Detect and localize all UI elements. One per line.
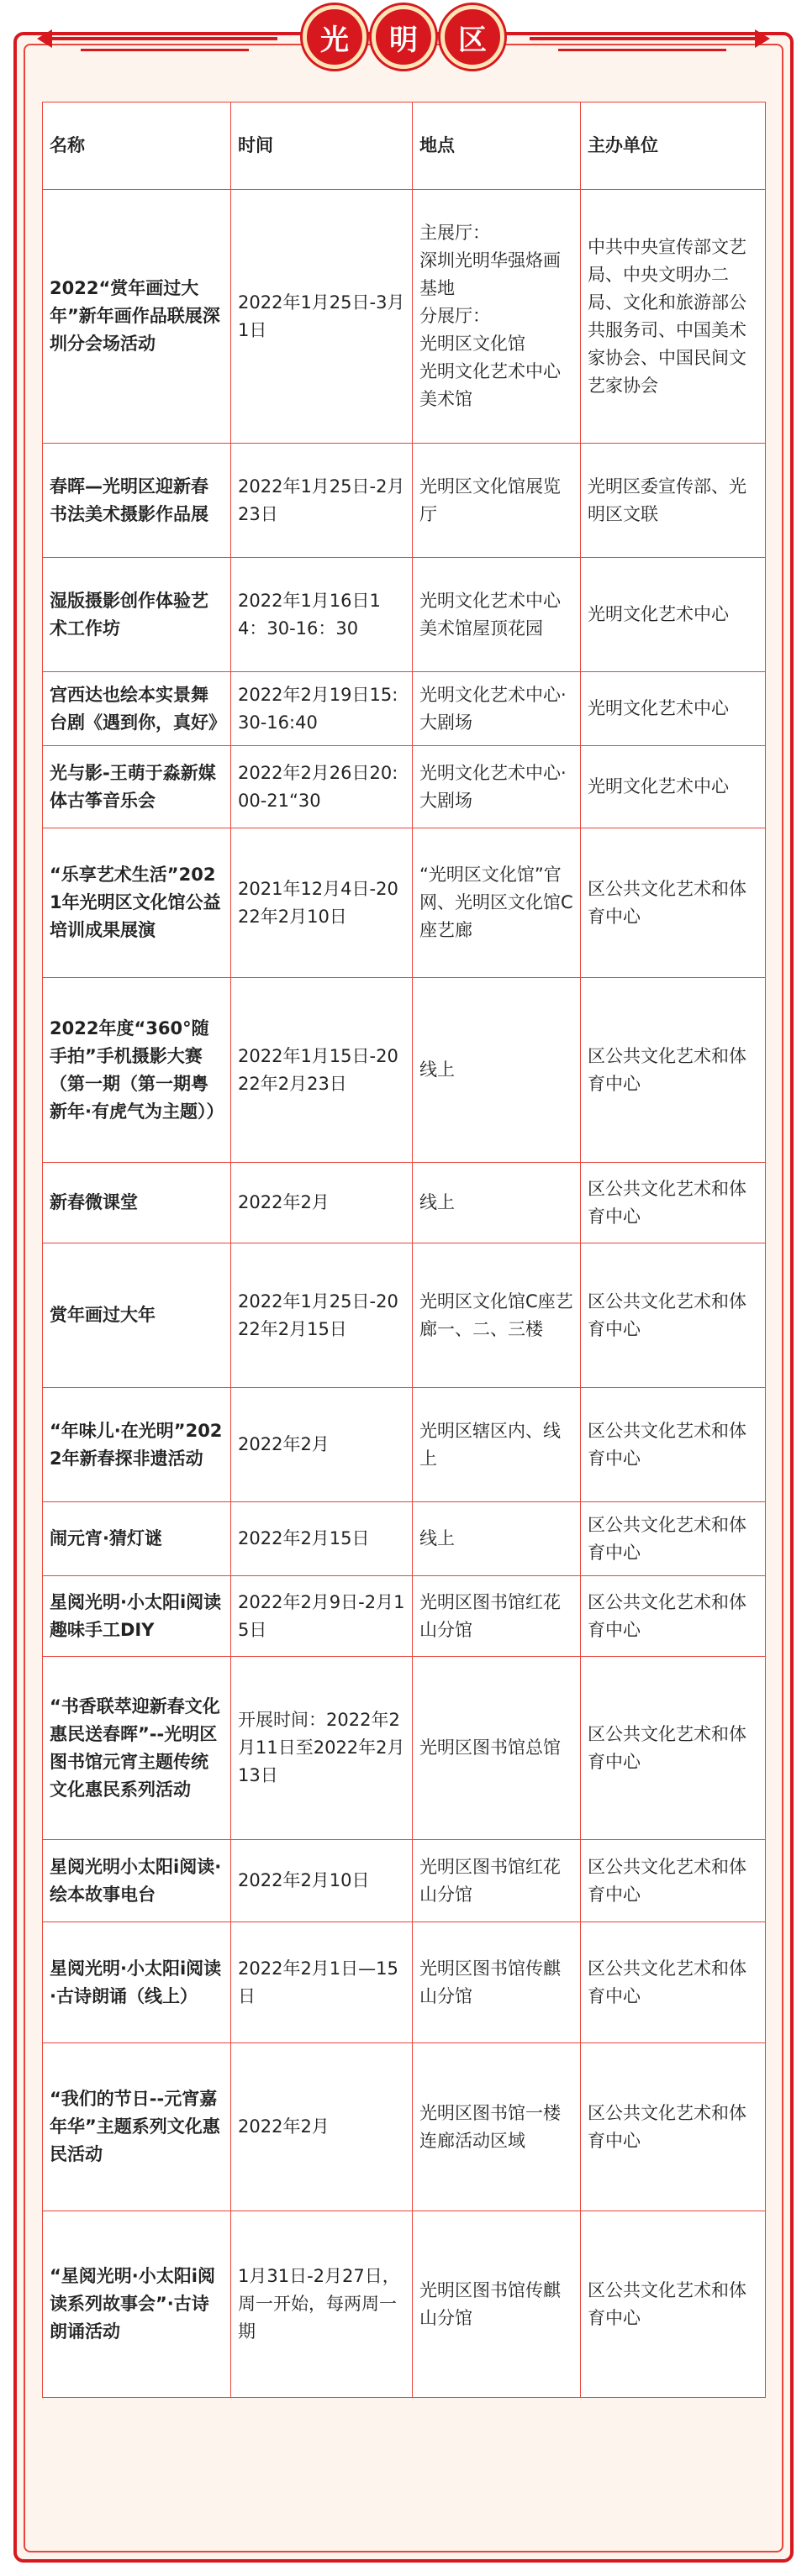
cell-place: “光明区文化馆”官网、光明区文化馆C座艺廊 bbox=[413, 828, 581, 978]
cell-place: 光明区图书馆一楼连廊活动区域 bbox=[413, 2043, 581, 2211]
cell-name: 星阅光明小太阳i阅读·绘本故事电台 bbox=[43, 1840, 231, 1922]
cell-name: “年味儿·在光明”2022年新春探非遗活动 bbox=[43, 1388, 231, 1502]
title-badges bbox=[0, 2, 807, 69]
cell-host: 中共中央宣传部文艺局、中央文明办二局、文化和旅游部公共服务司、中国美术家协会、中国民间文艺家协会 bbox=[581, 190, 766, 444]
table-row bbox=[43, 1388, 766, 1502]
cell-host: 光明区委宣传部、光明区文联 bbox=[581, 444, 766, 558]
events-table bbox=[42, 102, 766, 2398]
cell-host: 区公共文化艺术和体育中心 bbox=[581, 1163, 766, 1243]
cell-time: 2022年2月1日—15日 bbox=[231, 1922, 413, 2043]
cell-host: 光明文化艺术中心 bbox=[581, 558, 766, 672]
title-banner bbox=[0, 0, 807, 76]
table-row bbox=[43, 1163, 766, 1243]
cell-place: 光明文化艺术中心·大剧场 bbox=[413, 672, 581, 746]
cell-host: 区公共文化艺术和体育中心 bbox=[581, 2043, 766, 2211]
cell-place: 光明区图书馆传麒山分馆 bbox=[413, 1922, 581, 2043]
cell-name: “我们的节日--元宵嘉年华”主题系列文化惠民活动 bbox=[43, 2043, 231, 2211]
title-badge-2: 明 bbox=[372, 5, 435, 69]
cell-time: 开展时间：2022年2月11日至2022年2月13日 bbox=[231, 1657, 413, 1840]
cell-name: 新春微课堂 bbox=[43, 1163, 231, 1243]
cell-host: 区公共文化艺术和体育中心 bbox=[581, 1840, 766, 1922]
cell-time: 2022年1月25日-3月1日 bbox=[231, 190, 413, 444]
cell-name: 光与影-王萌于淼新媒体古筝音乐会 bbox=[43, 746, 231, 828]
cell-time: 1月31日-2月27日，周一开始，每两周一期 bbox=[231, 2211, 413, 2398]
cell-host: 区公共文化艺术和体育中心 bbox=[581, 2211, 766, 2398]
header-time: 时间 bbox=[231, 103, 413, 190]
cell-place: 光明区图书馆传麒山分馆 bbox=[413, 2211, 581, 2398]
cell-host: 区公共文化艺术和体育中心 bbox=[581, 978, 766, 1163]
table-row bbox=[43, 2043, 766, 2211]
table-row bbox=[43, 672, 766, 746]
cell-place: 线上 bbox=[413, 978, 581, 1163]
cell-place: 光明区图书馆红花山分馆 bbox=[413, 1576, 581, 1657]
cell-place: 线上 bbox=[413, 1163, 581, 1243]
header-name: 名称 bbox=[43, 103, 231, 190]
cell-name: 春晖—光明区迎新春书法美术摄影作品展 bbox=[43, 444, 231, 558]
table-row bbox=[43, 1243, 766, 1388]
cell-name: 2022年度“360°随手拍”手机摄影大赛（第一期（第一期粤新年·有虎气为主题）） bbox=[43, 978, 231, 1163]
cell-place: 光明区文化馆展览厅 bbox=[413, 444, 581, 558]
cell-host: 区公共文化艺术和体育中心 bbox=[581, 1657, 766, 1840]
table-row bbox=[43, 1576, 766, 1657]
table-row bbox=[43, 1922, 766, 2043]
table-row bbox=[43, 190, 766, 444]
cell-host: 区公共文化艺术和体育中心 bbox=[581, 1388, 766, 1502]
cell-name: “星阅光明·小太阳i阅读系列故事会”·古诗朗诵活动 bbox=[43, 2211, 231, 2398]
table-row bbox=[43, 746, 766, 828]
cell-place: 线上 bbox=[413, 1502, 581, 1576]
cell-time: 2022年1月16日14：30-16：30 bbox=[231, 558, 413, 672]
table-row bbox=[43, 1502, 766, 1576]
cell-time: 2022年1月15日-2022年2月23日 bbox=[231, 978, 413, 1163]
cell-host: 光明文化艺术中心 bbox=[581, 746, 766, 828]
table-row bbox=[43, 2211, 766, 2398]
cell-time: 2021年12月4日-2022年2月10日 bbox=[231, 828, 413, 978]
cell-time: 2022年2月9日-2月15日 bbox=[231, 1576, 413, 1657]
cell-name: 星阅光明·小太阳i阅读·古诗朗诵（线上） bbox=[43, 1922, 231, 2043]
header-place: 地点 bbox=[413, 103, 581, 190]
cell-name: 2022“赏年画过大年”新年画作品联展深圳分会场活动 bbox=[43, 190, 231, 444]
cell-name: 星阅光明·小太阳i阅读趣味手工DIY bbox=[43, 1576, 231, 1657]
cell-host: 光明文化艺术中心 bbox=[581, 672, 766, 746]
cell-time: 2022年1月25日-2月23日 bbox=[231, 444, 413, 558]
cell-time: 2022年2月15日 bbox=[231, 1502, 413, 1576]
cell-host: 区公共文化艺术和体育中心 bbox=[581, 828, 766, 978]
cell-name: 赏年画过大年 bbox=[43, 1243, 231, 1388]
cell-time: 2022年2月 bbox=[231, 1388, 413, 1502]
cell-name: 湿版摄影创作体验艺术工作坊 bbox=[43, 558, 231, 672]
cell-place: 光明文化艺术中心·大剧场 bbox=[413, 746, 581, 828]
table-row bbox=[43, 828, 766, 978]
cell-time: 2022年1月25日-2022年2月15日 bbox=[231, 1243, 413, 1388]
table-row bbox=[43, 1840, 766, 1922]
cell-time: 2022年2月10日 bbox=[231, 1840, 413, 1922]
title-badge-1: 光 bbox=[303, 5, 367, 69]
cell-place: 光明区辖区内、线上 bbox=[413, 1388, 581, 1502]
cell-time: 2022年2月 bbox=[231, 2043, 413, 2211]
cell-host: 区公共文化艺术和体育中心 bbox=[581, 1502, 766, 1576]
cell-name: “书香联萃迎新春文化惠民送春晖”--光明区图书馆元宵主题传统文化惠民系列活动 bbox=[43, 1657, 231, 1840]
cell-place: 光明区文化馆C座艺廊一、二、三楼 bbox=[413, 1243, 581, 1388]
table-row bbox=[43, 444, 766, 558]
cell-place: 主展厅： 深圳光明华强烙画基地 分展厅： 光明区文化馆 光明文化艺术中心美术馆 bbox=[413, 190, 581, 444]
table-body bbox=[43, 190, 766, 2398]
table-row bbox=[43, 1657, 766, 1840]
table-row bbox=[43, 978, 766, 1163]
cell-time: 2022年2月 bbox=[231, 1163, 413, 1243]
cell-host: 区公共文化艺术和体育中心 bbox=[581, 1922, 766, 2043]
cell-host: 区公共文化艺术和体育中心 bbox=[581, 1576, 766, 1657]
cell-name: “乐享艺术生活”2021年光明区文化馆公益培训成果展演 bbox=[43, 828, 231, 978]
table-row bbox=[43, 558, 766, 672]
title-badge-3: 区 bbox=[440, 5, 504, 69]
cell-host: 区公共文化艺术和体育中心 bbox=[581, 1243, 766, 1388]
cell-name: 闹元宵·猜灯谜 bbox=[43, 1502, 231, 1576]
table-header-row bbox=[43, 103, 766, 190]
cell-place: 光明区图书馆总馆 bbox=[413, 1657, 581, 1840]
cell-time: 2022年2月19日15:30-16:40 bbox=[231, 672, 413, 746]
cell-place: 光明文化艺术中心美术馆屋顶花园 bbox=[413, 558, 581, 672]
cell-name: 宫西达也绘本实景舞台剧《遇到你，真好》 bbox=[43, 672, 231, 746]
cell-place: 光明区图书馆红花山分馆 bbox=[413, 1840, 581, 1922]
cell-time: 2022年2月26日20:00-21“30 bbox=[231, 746, 413, 828]
header-host: 主办单位 bbox=[581, 103, 766, 190]
